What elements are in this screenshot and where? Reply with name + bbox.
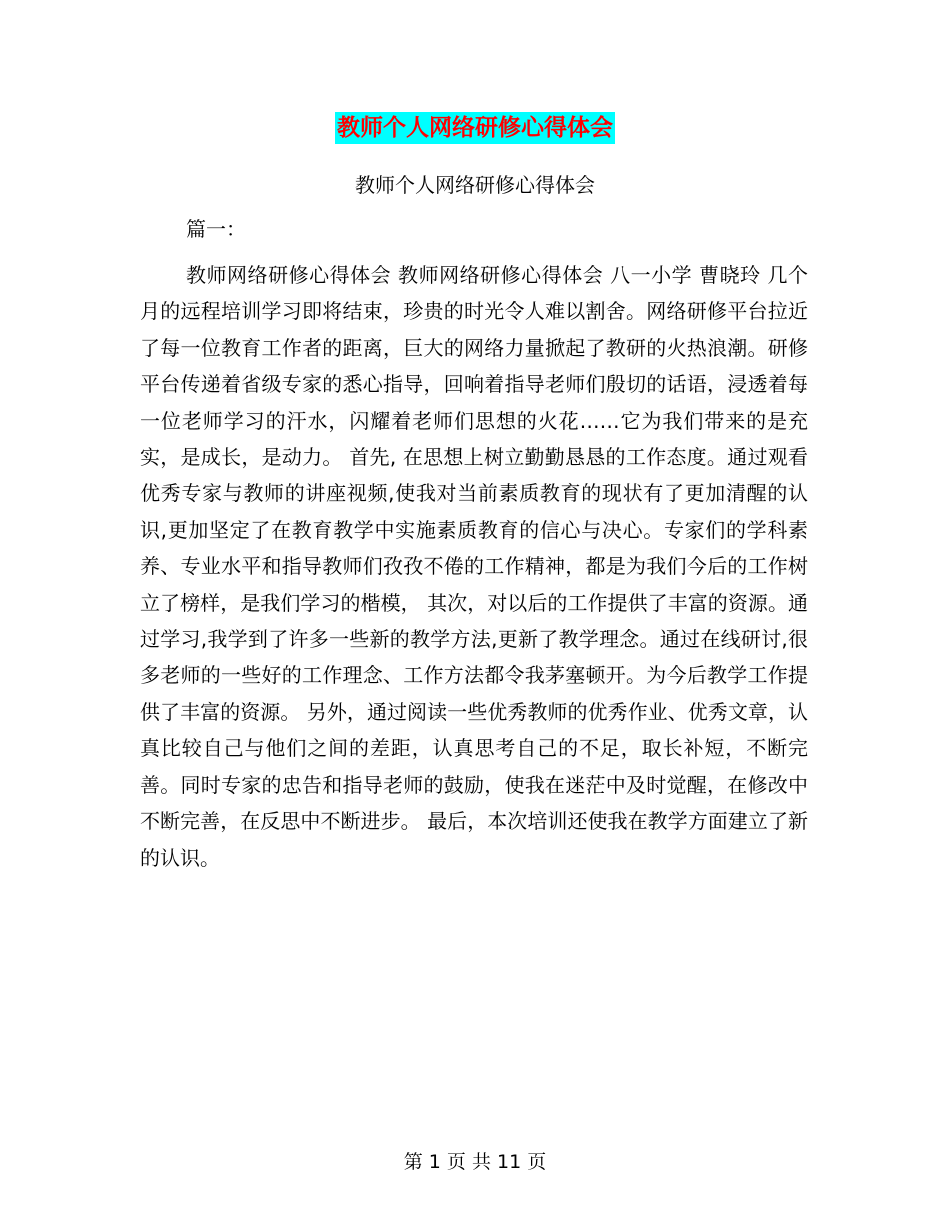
page-footer: 第 1 页 共 11 页 xyxy=(403,1151,547,1173)
document-subtitle: 教师个人网络研修心得体会 xyxy=(355,173,595,197)
body-paragraph: 教师网络研修心得体会 教师网络研修心得体会 八一小学 曹晓玲 几个月的远程培训学习即将结束，珍贵的时光令人难以割舍。网络研修平台拉近了每一位教育工作者的距离，巨大的网络力量掀起了教研的火热浪潮。研修平台传递着省级专家的悉心指导，回响着指导老师们殷切的话语，浸透着每一位老师学习的汗水，闪耀着老师们思想的火花……它为我们带来的是充实，是成长，是动力。 首先, 在思想上树立勤勤恳恳的工作态度。通过观看优秀专家与教师的讲座视频,使我对当前素质教育的现状有了更加清醒的认识,更加坚定了在教育教学中实施素质教育的信心与决心。专家们的学科素养、专业水平和指导教师们孜孜不倦的工作精神，都是为我们今后的工作树立了榜样，是我们学习的楷模， 其次，对以后的工作提供了丰富的资源。通过学习,我学到了许多一些新的教学方法,更新了教学理念。通过在线研讨,很多老师的一些好的工作理念、工作方法都令我茅塞顿开。为今后教学工作提供了丰富的资源。 另外，通过阅读一些优秀教师的优秀作业、优秀文章，认真比较自己与他们之间的差距，认真思考自己的不足，取长补短，不断完善。同时专家的忠告和指导老师的鼓励，使我在迷茫中及时觉醒，在修改中不断完善，在反思中不断进步。 最后，本次培训还使我在教学方面建立了新的认识。 xyxy=(140,263,808,870)
document-title: 教师个人网络研修心得体会 xyxy=(335,112,615,144)
section-label: 篇一： xyxy=(186,217,246,241)
title-container xyxy=(0,112,950,144)
